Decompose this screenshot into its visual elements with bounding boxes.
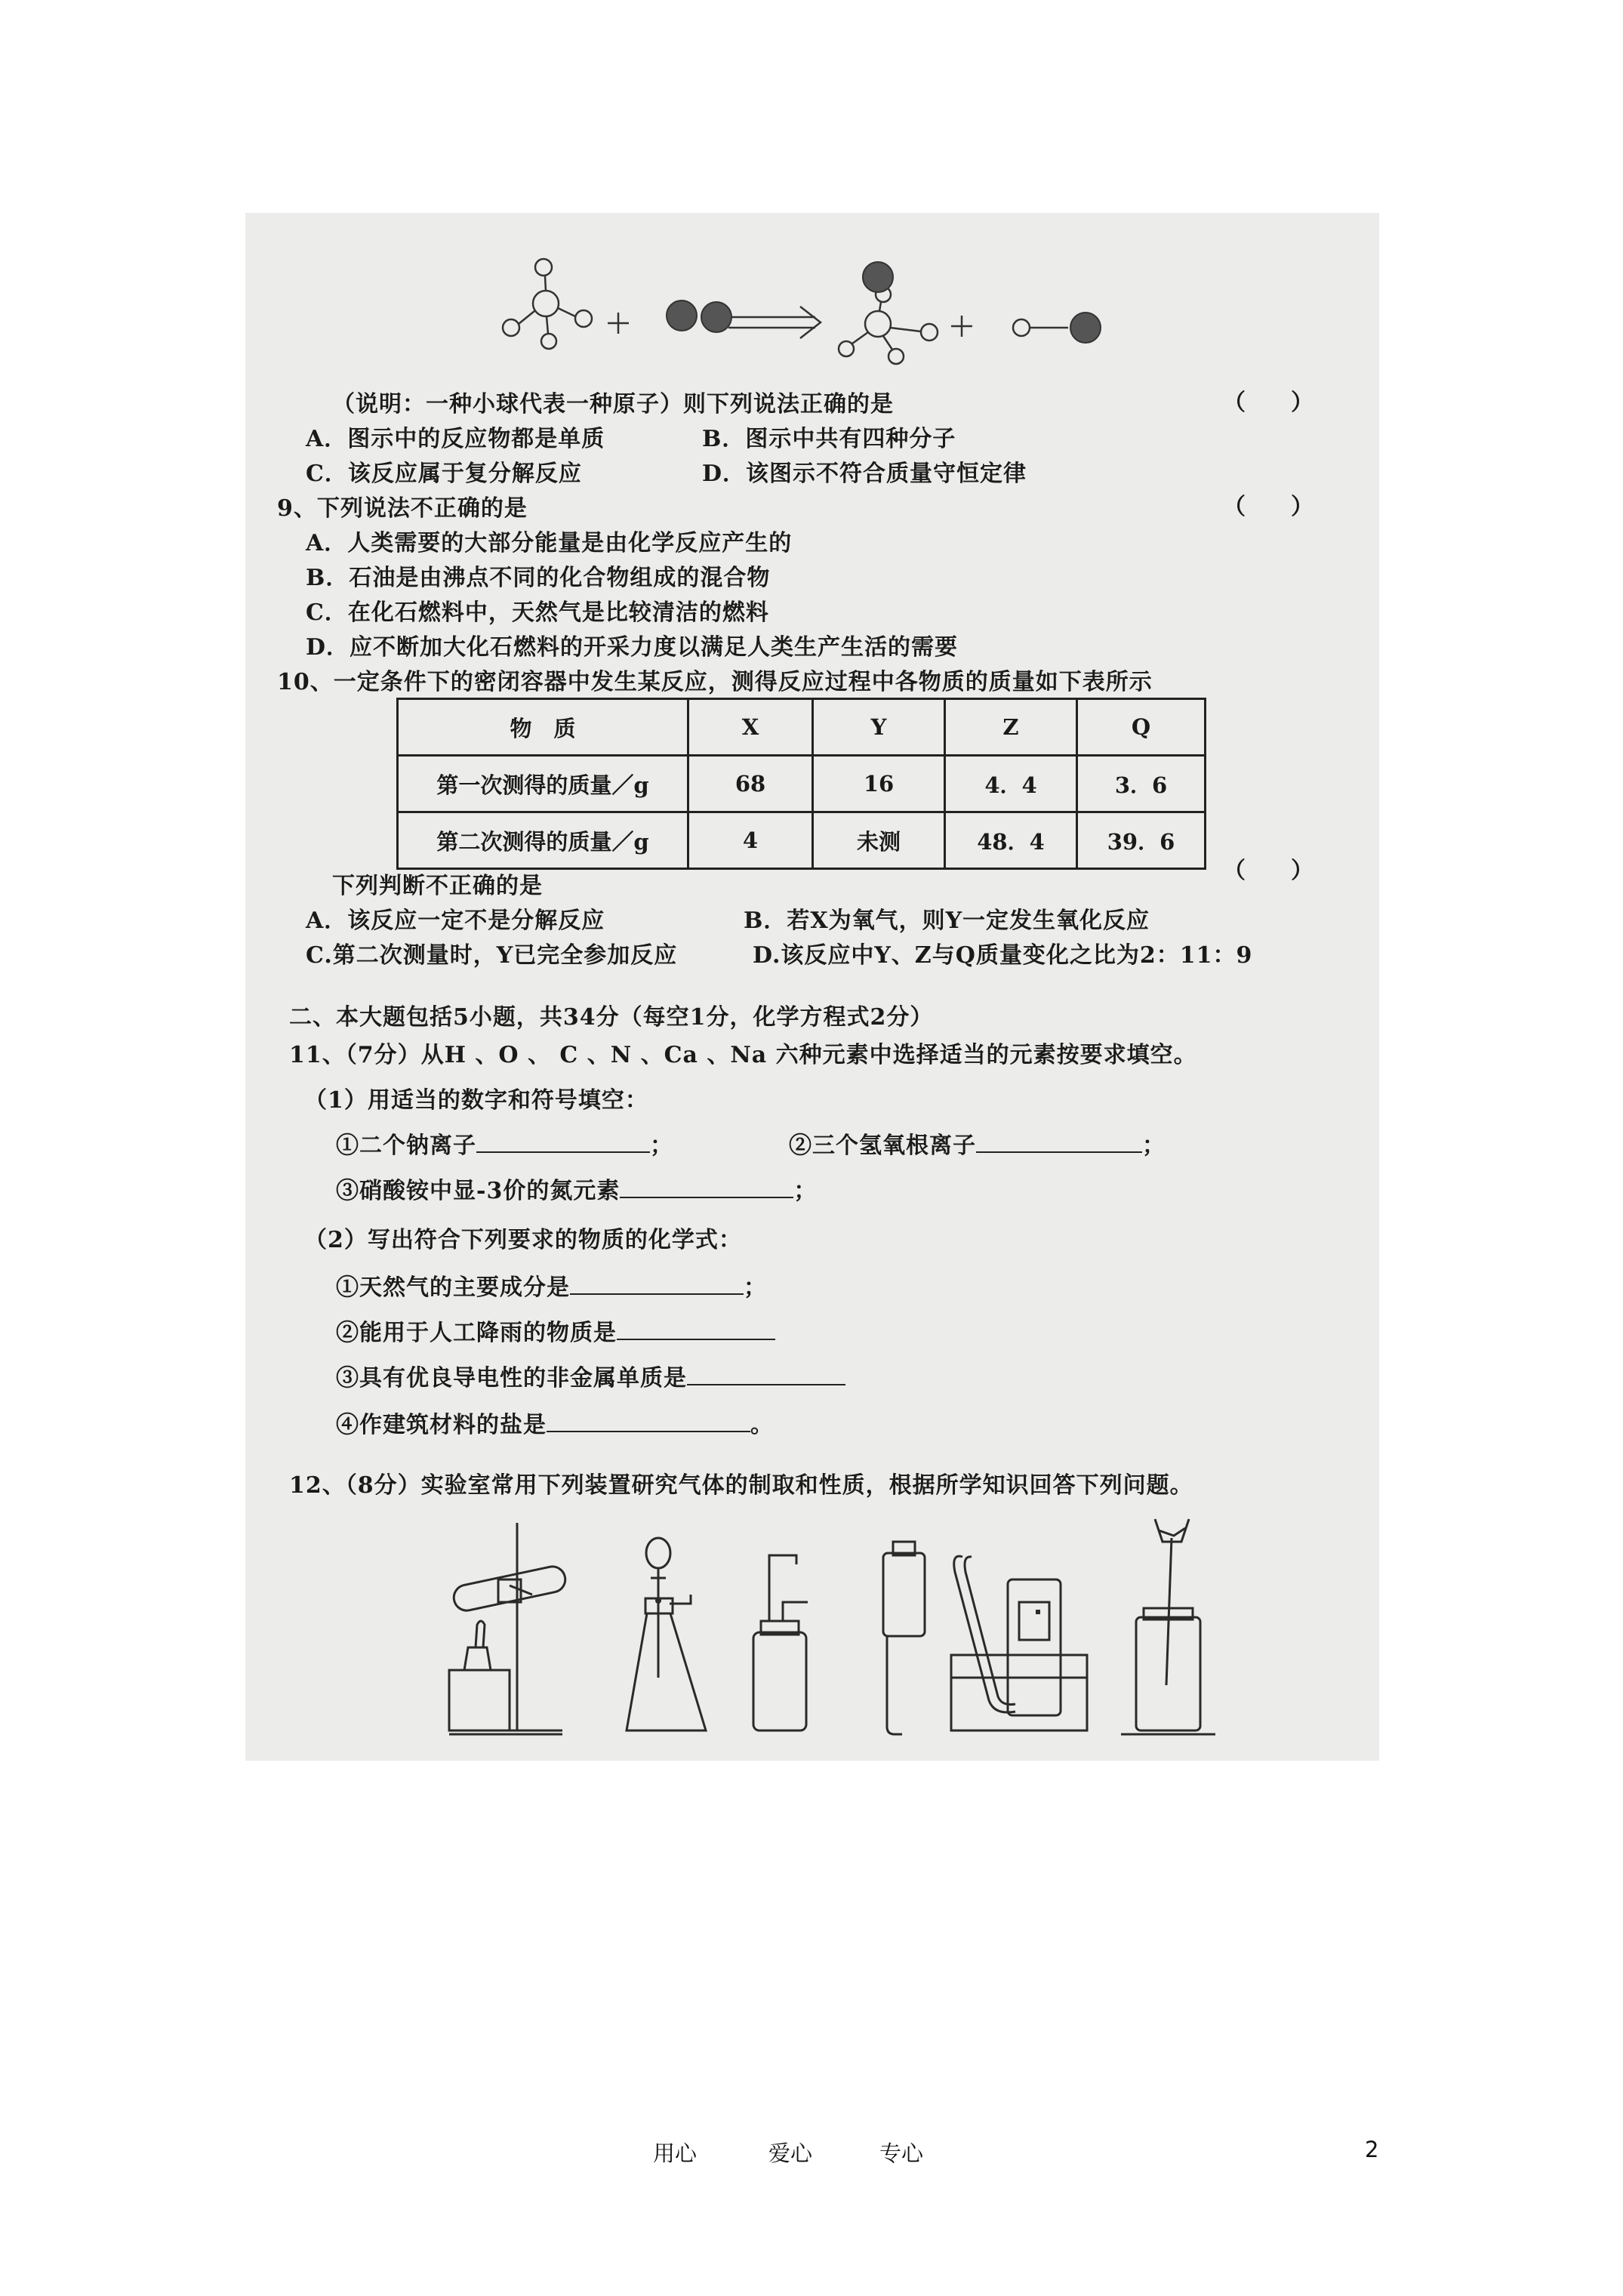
q12-stem: 12、（8分）实验室常用下列装置研究气体的制取和性质，根据所学知识回答下列问题。 <box>289 1472 1193 1499</box>
q11-part2: （2）写出符合下列要求的物质的化学式： <box>304 1227 742 1253</box>
table-cell: 16 <box>813 756 945 812</box>
q10-mass-table <box>396 698 1206 870</box>
q8-option-d: D．该图示不符合质量守恒定律 <box>702 461 1027 487</box>
table-cell: 39．6 <box>1077 812 1206 869</box>
answer-blank[interactable] <box>570 1272 744 1295</box>
q11-part1: （1）用适当的数字和符号填空： <box>304 1087 648 1114</box>
q9-option-d: D．应不断加大化石燃料的开采力度以满足人类生产生活的需要 <box>306 634 959 661</box>
q11-1b-label: ②三个氢氧根离子 <box>789 1133 976 1159</box>
q11-1c-end: ； <box>793 1178 818 1204</box>
q11-1a-end: ； <box>650 1133 673 1159</box>
scanned-exam-page <box>245 213 1379 1761</box>
q11-1a-label: ①二个钠离子 <box>336 1133 476 1159</box>
footer-motto-2: 爱心 <box>768 2140 813 2166</box>
table-header-cell: Z <box>945 699 1077 756</box>
q11-2d <box>336 1406 774 1439</box>
table-header-cell: X <box>688 699 813 756</box>
q9-answer-bracket[interactable]: （ ） <box>1223 494 1313 520</box>
q11-2b-label: ②能用于人工降雨的物质是 <box>336 1320 617 1346</box>
q8-note: （说明：一种小球代表一种原子）则下列说法正确的是 <box>332 391 894 418</box>
q9-option-c: C．在化石燃料中，天然气是比较清洁的燃料 <box>306 599 769 626</box>
q11-2c <box>336 1359 845 1392</box>
page-number: 2 <box>1365 2137 1379 2162</box>
q8-answer-bracket[interactable]: （ ） <box>1223 390 1313 416</box>
q11-2a <box>336 1268 767 1302</box>
answer-blank[interactable] <box>547 1410 750 1432</box>
q11-2d-end: 。 <box>750 1412 774 1438</box>
q10-option-a: A．该反应一定不是分解反应 <box>306 908 605 934</box>
answer-blank[interactable] <box>617 1318 775 1340</box>
table-cell: 4 <box>688 812 813 869</box>
q11-1a <box>336 1126 673 1160</box>
footer-motto-3: 专心 <box>879 2140 924 2166</box>
table-cell: 第一次测得的质量／g <box>398 756 688 812</box>
q10-stem: 10、一定条件下的密闭容器中发生某反应，测得反应过程中各物质的质量如下表所示 <box>277 669 1153 695</box>
table-header-cell: 物 质 <box>398 699 688 756</box>
q10-answer-bracket[interactable]: （ ） <box>1223 858 1313 884</box>
q11-2d-label: ④作建筑材料的盐是 <box>336 1412 547 1438</box>
table-row <box>398 812 1206 869</box>
table-cell: 48．4 <box>945 812 1077 869</box>
q9-stem: 9、下列说法不正确的是 <box>277 495 528 522</box>
answer-blank[interactable] <box>476 1130 650 1153</box>
table-cell: 第二次测得的质量／g <box>398 812 688 869</box>
table-header-cell: Y <box>813 699 945 756</box>
q11-1b <box>789 1126 1166 1160</box>
q10-judge: 下列判断不正确的是 <box>332 873 543 899</box>
q11-stem: 11、（7分）从H 、O 、 C 、N 、Ca 、Na 六种元素中选择适当的元素按要求填空。 <box>289 1042 1197 1068</box>
q11-2c-label: ③具有优良导电性的非金属单质是 <box>336 1365 687 1391</box>
answer-blank[interactable] <box>687 1363 845 1385</box>
table-cell: 68 <box>688 756 813 812</box>
q11-1c <box>336 1172 817 1205</box>
q8-option-c: C．该反应属于复分解反应 <box>306 461 582 487</box>
q8-option-a: A．图示中的反应物都是单质 <box>306 426 605 452</box>
q11-2a-end: ； <box>744 1274 767 1301</box>
q10-option-c: C.第二次测量时，Y已完全参加反应 <box>306 942 678 969</box>
answer-blank[interactable] <box>620 1176 793 1198</box>
answer-blank[interactable] <box>976 1130 1142 1153</box>
q10-option-d: D.该反应中Y、Z与Q质量变化之比为2：11：9 <box>753 942 1253 969</box>
lab-apparatus-illustration <box>245 1512 1379 1761</box>
q8-option-b: B．图示中共有四种分子 <box>702 426 956 452</box>
table-header-row <box>398 699 1206 756</box>
q10-option-b: B．若X为氧气，则Y一定发生氧化反应 <box>744 908 1150 934</box>
q11-1c-label: ③硝酸铵中显-3价的氮元素 <box>336 1178 621 1204</box>
q11-1b-end: ； <box>1142 1133 1166 1159</box>
section-2-title: 二、本大题包括5小题，共34分（每空1分，化学方程式2分） <box>289 1004 934 1031</box>
q11-2b <box>336 1314 775 1347</box>
molecule-reaction-diagram <box>245 213 1379 379</box>
table-cell: 3．6 <box>1077 756 1206 812</box>
table-cell: 4．4 <box>945 756 1077 812</box>
table-header-cell: Q <box>1077 699 1206 756</box>
table-row <box>398 756 1206 812</box>
footer-motto-1: 用心 <box>653 2140 698 2166</box>
q9-option-a: A．人类需要的大部分能量是由化学反应产生的 <box>306 530 793 556</box>
table-cell: 未测 <box>813 812 945 869</box>
q11-2a-label: ①天然气的主要成分是 <box>336 1274 570 1301</box>
q9-option-b: B．石油是由沸点不同的化合物组成的混合物 <box>306 565 771 591</box>
